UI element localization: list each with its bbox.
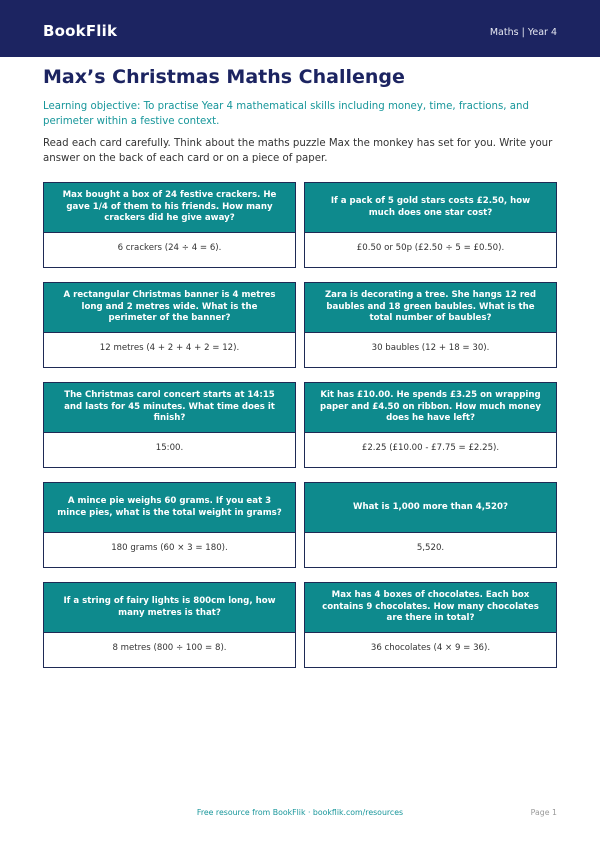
instructions: Read each card carefully. Think about the maths puzzle Max the monkey has set for you. Write your answer on the back of each card or on a piece of paper.: [43, 138, 553, 164]
card-answer: 15:00.: [44, 432, 295, 467]
card-question: A mince pie weighs 60 grams. If you eat 3 mince pies, what is the total weight in grams?: [44, 483, 295, 532]
card-question: The Christmas carol concert starts at 14:15 and lasts for 45 minutes. What time does it finish?: [44, 383, 295, 432]
question-card: [304, 382, 557, 468]
question-card: [43, 582, 296, 668]
card-question: Zara is decorating a tree. She hangs 12 red baubles and 18 green baubles. What is the total number of baubles?: [305, 283, 556, 332]
card-answer: 180 grams (60 × 3 = 180).: [44, 532, 295, 567]
card-answer: 6 crackers (24 ÷ 4 = 6).: [44, 232, 295, 267]
question-card: [43, 182, 296, 268]
card-answer: 8 metres (800 ÷ 100 = 8).: [44, 632, 295, 667]
question-card: [304, 182, 557, 268]
card-question: If a string of fairy lights is 800cm long, how many metres is that?: [44, 583, 295, 632]
question-card: [304, 482, 557, 568]
card-question: Max has 4 boxes of chocolates. Each box contains 9 chocolates. How many chocolates are there in total?: [305, 583, 556, 632]
card-answer: 12 metres (4 + 2 + 4 + 2 = 12).: [44, 332, 295, 367]
card-answer: 36 chocolates (4 × 9 = 36).: [305, 632, 556, 667]
card-question: A rectangular Christmas banner is 4 metres long and 2 metres wide. What is the perimeter of the banner?: [44, 283, 295, 332]
card-question: Kit has £10.00. He spends £3.25 on wrapping paper and £4.50 on ribbon. How much money does he have left?: [305, 383, 556, 432]
card-answer: 30 baubles (12 + 18 = 30).: [305, 332, 556, 367]
header-bar: [0, 0, 600, 57]
question-card: [43, 382, 296, 468]
card-answer: £2.25 (£10.00 - £7.75 = £2.25).: [305, 432, 556, 467]
learning-objective: Learning objective: To practise Year 4 mathematical skills including money, time, fractions, and perimeter within a festive context.: [43, 101, 529, 127]
card-question: What is 1,000 more than 4,520?: [305, 483, 556, 532]
brand-logo[interactable]: BookFlik: [43, 22, 118, 40]
footer-link[interactable]: Free resource from BookFlik · bookflik.com/resources: [196, 808, 404, 817]
card-answer: 5,520.: [305, 532, 556, 567]
page-title: Max’s Christmas Maths Challenge: [43, 66, 405, 88]
breadcrumb: Maths | Year 4: [489, 27, 557, 38]
page-number: Page 1: [530, 808, 557, 817]
question-card: [304, 582, 557, 668]
card-grid: [43, 182, 557, 668]
question-card: [43, 482, 296, 568]
question-card: [304, 282, 557, 368]
card-answer: £0.50 or 50p (£2.50 ÷ 5 = £0.50).: [305, 232, 556, 267]
card-question: Max bought a box of 24 festive crackers. He gave 1/4 of them to his friends. How many crackers did he give away?: [44, 183, 295, 232]
card-question: If a pack of 5 gold stars costs £2.50, how much does one star cost?: [305, 183, 556, 232]
question-card: [43, 282, 296, 368]
